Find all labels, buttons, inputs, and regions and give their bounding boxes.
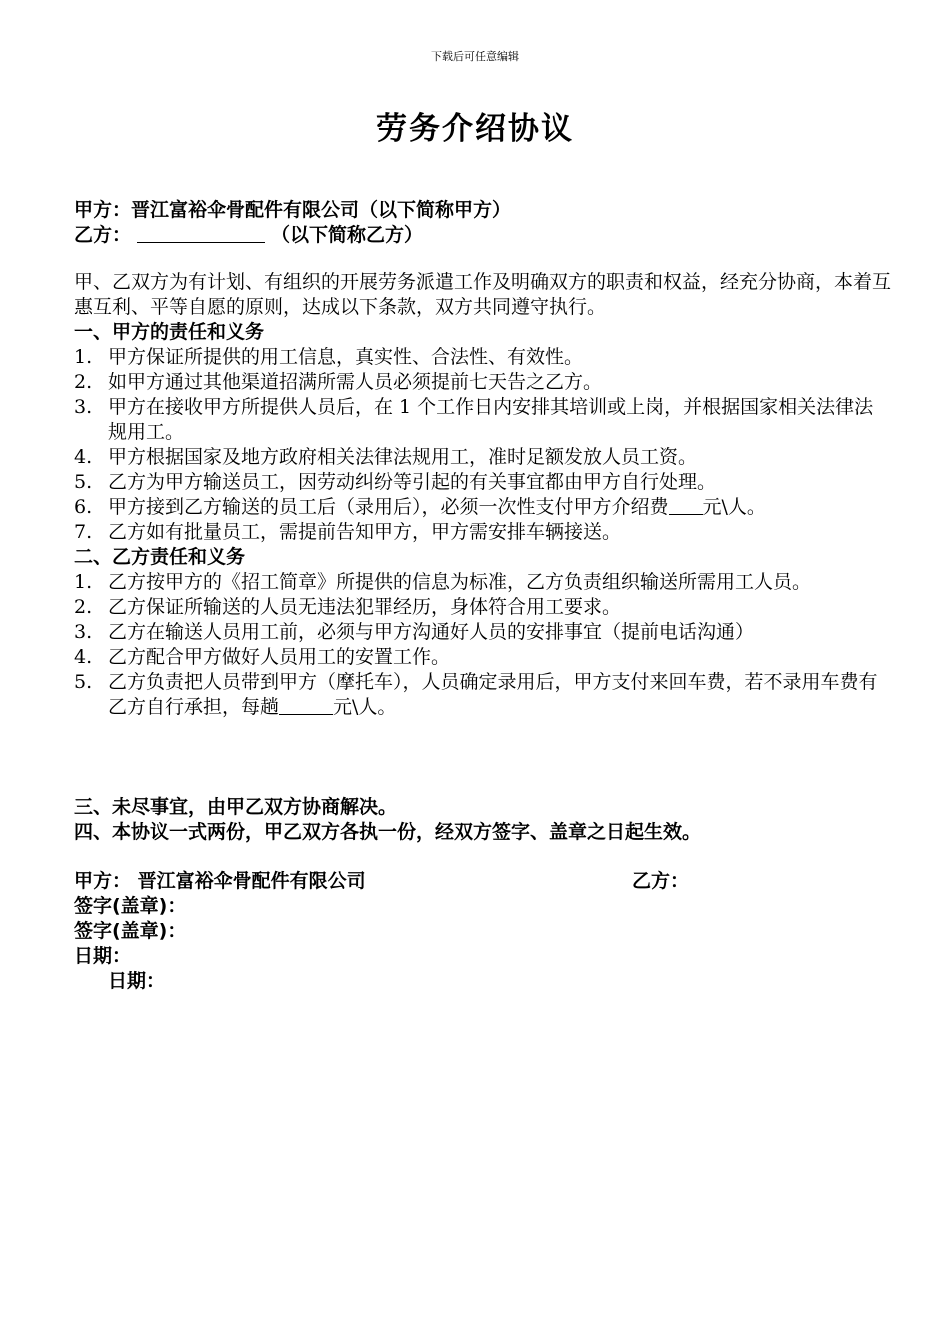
list-item: 1. 甲方保证所提供的用工信息，真实性、合法性、有效性。 [74, 346, 584, 368]
party-a-line: 甲方：晋江富裕伞骨配件有限公司（以下简称甲方） [74, 199, 512, 221]
section-1-title: 一、甲方的责任和义务 [74, 321, 265, 343]
list-item: 6. 甲方接到乙方输送的员工后（录用后），必须一次性支付甲方介绍费 元\人。 [74, 496, 766, 518]
party-b-prefix: 乙方： [74, 224, 132, 246]
date-b: 日期： [108, 970, 166, 992]
list-item: 3. 乙方在输送人员用工前，必须与甲方沟通好人员的安排事宜（提前电话沟通） [74, 621, 755, 643]
list-item: 5. 乙方为甲方输送员工，因劳动纠纷等引起的有关事宜都由甲方自行处理。 [74, 471, 717, 493]
signature-party-a: 甲方： 晋江富裕伞骨配件有限公司 [74, 870, 366, 892]
referral-fee-blank[interactable] [669, 496, 703, 515]
list-item: 1. 乙方按甲方的《招工简章》所提供的信息为标准，乙方负责组织输送所需用工人员。 [74, 571, 812, 593]
section-2-list [74, 570, 892, 720]
header-note: 下载后可任意编辑 [431, 50, 519, 63]
signature-party-b: 乙方： [632, 870, 690, 892]
party-b-line [74, 223, 892, 248]
list-item: 7. 乙方如有批量员工，需提前告知甲方，甲方需安排车辆接送。 [74, 521, 622, 543]
section-4: 四、本协议一式两份，甲乙双方各执一份，经双方签字、盖章之日起生效。 [74, 821, 702, 843]
sign-seal-a: 签字(盖章)： [74, 895, 187, 917]
list-item: 4. 乙方配合甲方做好人员用工的安置工作。 [74, 646, 451, 668]
list-item: 3. 甲方在接收甲方所提供人员后，在 1 个工作日内安排其培训或上岗，并根据国家相关法律法规用工。 [74, 396, 874, 443]
document-body [74, 198, 892, 994]
list-item: 2. 如甲方通过其他渠道招满所需人员必须提前七天告之乙方。 [74, 371, 603, 393]
section-1-list [74, 345, 892, 545]
document-title: 劳务介绍协议 [376, 111, 574, 147]
section-2-title: 二、乙方责任和义务 [74, 546, 246, 568]
date-a: 日期： [74, 945, 132, 967]
list-item: 2. 乙方保证所输送的人员无违法犯罪经历，身体符合用工要求。 [74, 596, 622, 618]
signature-block [74, 869, 892, 994]
section-3: 三、未尽事宜，由甲乙双方协商解决。 [74, 796, 398, 818]
party-b-suffix: （以下简称乙方） [271, 224, 424, 246]
list-item: 5. 乙方负责把人员带到甲方（摩托车），人员确定录用后，甲方支付来回车费，若不录用车费有乙方自行承担，每趟 元\人。 [74, 671, 878, 718]
sign-seal-b: 签字(盖章)： [74, 920, 187, 942]
intro-paragraph: 甲、乙双方为有计划、有组织的开展劳务派遣工作及明确双方的职责和权益，经充分协商，本着互惠互利、平等自愿的原则，达成以下条款，双方共同遵守执行。 [74, 271, 892, 318]
list-item: 4. 甲方根据国家及地方政府相关法律法规用工，准时足额发放人员工资。 [74, 446, 698, 468]
travel-fee-blank[interactable] [279, 696, 333, 715]
party-b-name-blank[interactable] [137, 224, 265, 243]
